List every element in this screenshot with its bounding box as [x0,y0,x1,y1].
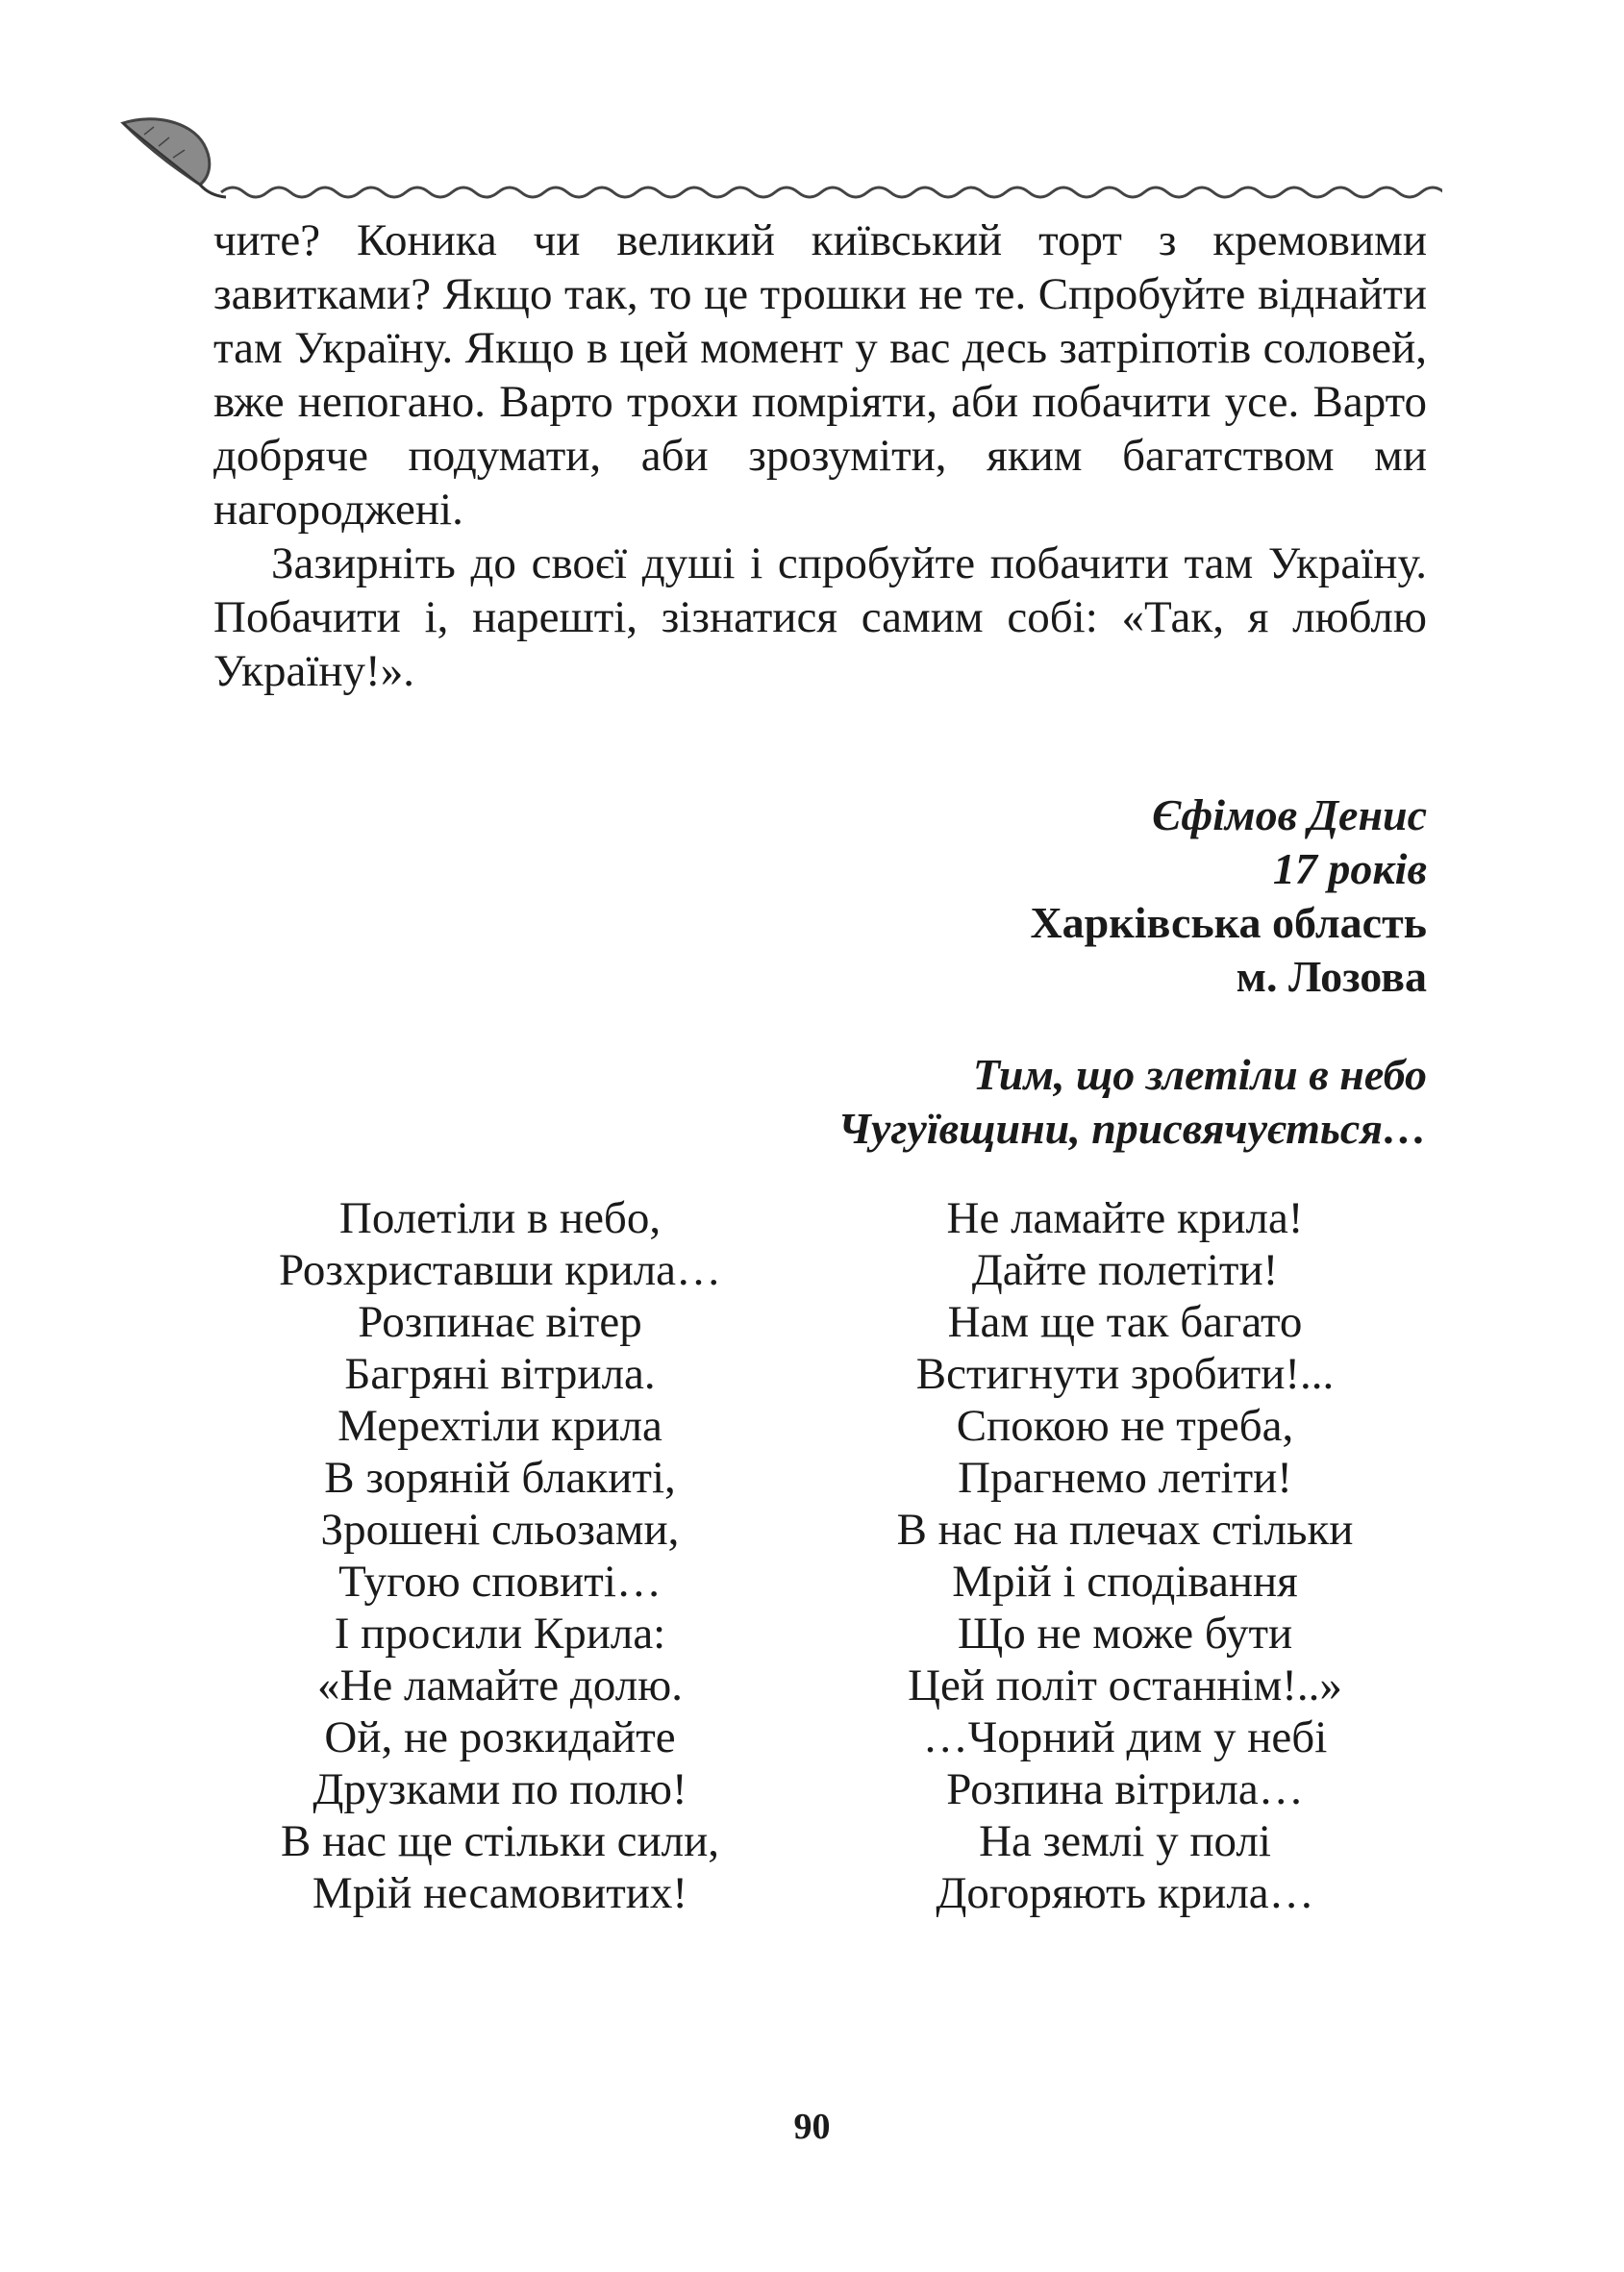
poem-line: В нас на плечах стільки [896,1505,1354,1555]
poem-line: Полетіли в небо, [338,1193,662,1243]
poem-dedication [838,1048,1427,1156]
poem-line: В зоряній блакиті, [324,1453,676,1503]
poem-line: «Не ламайте долю. [316,1660,684,1710]
poem-line: Нам ще так багато [947,1297,1303,1347]
poem-line: І просили Крила: [334,1609,666,1659]
author-age: 17 років [1272,844,1427,893]
poem-line: Тугою сповиті… [338,1557,662,1607]
poem-line: Розпина вітрила… [946,1764,1304,1814]
poem-line: Прагнемо летіти! [958,1453,1292,1503]
poem-column-left [183,1192,817,1919]
poem-line: Друзками по полю! [312,1764,687,1814]
poem-line: Цей політ останнім!..» [908,1660,1342,1710]
poem-line: В нас ще стільки сили, [281,1816,719,1866]
poem-line: Зрошені сльозами, [320,1505,680,1555]
poem-line: Розхриставши крила… [278,1245,722,1295]
prose-paragraph: Зазирніть до своєї душі і спробуйте побачити там Україну. Побачити і, нарешті, зізнатися самим собі: «Так, я люблю Україну!». [213,538,1427,696]
poem-line: Мрій несамовитих! [312,1868,688,1918]
poem-line: Мерехтіли крила [337,1401,662,1451]
poem-line: Мрій і сподівання [952,1557,1298,1607]
poem-line: …Чорний дим у небі [922,1712,1328,1762]
poem-line: Що не може бути [957,1609,1293,1659]
author-city: м. Лозова [1236,952,1427,1001]
poem-line: Розпинає вітер [358,1297,642,1347]
author-name: Єфімов Денис [1152,790,1427,839]
poem-line: На землі у полі [979,1816,1271,1866]
dedication-line: Тим, що злетіли в небо [972,1050,1427,1099]
prose-paragraph: чите? Коника чи великий київський торт з кремовими завитками? Якщо так, то це трошки не те. Спробуйте віднайти там Україну. Якщо в цей момент у вас десь затріпотів соловей, вже непогано. Варто трохи помріяти, аби побачити усе. Варто добряче подумати, аби зрозуміти, яким багатством ми нагороджені. [213,215,1427,535]
poem-line: Догоряють крила… [936,1868,1314,1918]
poem-line: Дайте полетіти! [971,1245,1279,1295]
poem-line: Спокою не треба, [956,1401,1294,1451]
wavy-divider [221,187,1442,197]
author-region: Харківська область [1030,898,1427,947]
prose-text [213,213,1427,698]
poem-column-right [808,1192,1442,1919]
dedication-line: Чугуївщини, присвячується… [837,1104,1427,1153]
author-signature [1030,788,1427,1004]
poem-line: Багряні вітрила. [344,1349,656,1399]
header-ornament [115,106,1442,202]
page-number: 90 [793,2107,831,2147]
poem-line: Встигнути зробити!... [915,1349,1335,1399]
poem-line: Не ламайте крила! [946,1193,1304,1243]
feather-quill-icon [123,119,226,197]
poem-line: Ой, не розкидайте [324,1712,676,1762]
